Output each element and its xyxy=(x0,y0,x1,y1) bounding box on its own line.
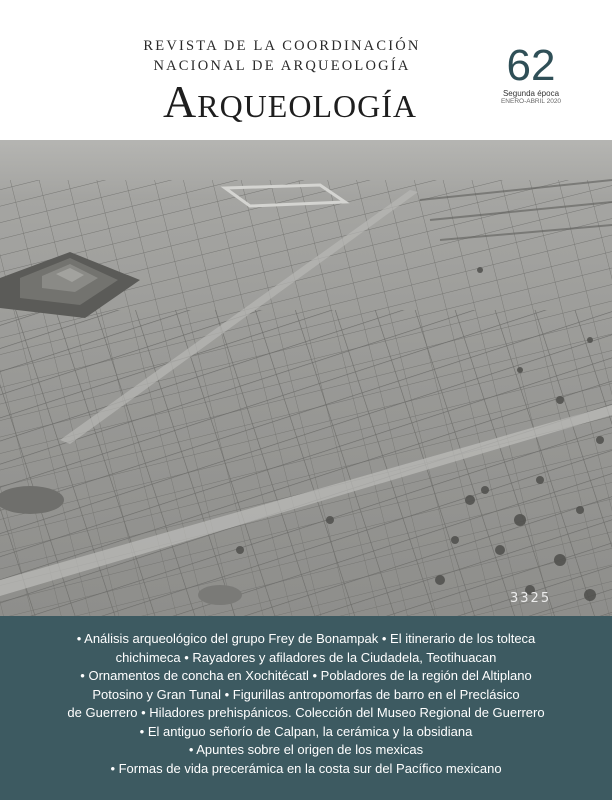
table-of-contents xyxy=(20,630,592,778)
contents-line: • El antiguo señorío de Calpan, la cerámica y la obsidiana xyxy=(139,723,473,739)
contents-line: de Guerrero • Hiladores prehispánicos. Colección del Museo Regional de Guerrero xyxy=(67,705,545,720)
subtitle-line-2: NACIONAL DE ARQUEOLOGÍA xyxy=(153,58,411,74)
aerial-photo xyxy=(0,140,612,616)
aerial-photo-graphic xyxy=(0,140,612,616)
journal-title: Arqueología xyxy=(163,76,417,127)
contents-line: • Formas de vida precerámica en la costa sur del Pacífico mexicano xyxy=(110,760,502,776)
contents-line: • Apuntes sobre el origen de los mexicas xyxy=(188,742,424,757)
subtitle-line-1: REVISTA DE LA COORDINACIÓN xyxy=(143,38,421,54)
contents-line: • Análisis arqueológico del grupo Frey de Bonampak • El itinerario de los tolteca xyxy=(76,631,536,646)
cover-header xyxy=(0,0,612,140)
contents-line: chichimeca • Rayadores y afiladores de la Ciudadela, Teotihuacan xyxy=(115,649,497,665)
contents-line: • Ornamentos de concha en Xochitécatl • Pobladores de la región del Altiplano xyxy=(80,668,532,683)
contents-line: Potosino y Gran Tunal • Figurillas antropomorfas de barro en el Preclásico xyxy=(92,686,520,702)
photo-number: 3325 xyxy=(510,591,552,606)
epoca-detail: ENERO-ABRIL 2020 xyxy=(500,98,562,105)
journal-subtitle xyxy=(112,36,452,76)
issue-number: 62 xyxy=(506,41,556,90)
epoca-label: Segunda época xyxy=(502,89,560,98)
